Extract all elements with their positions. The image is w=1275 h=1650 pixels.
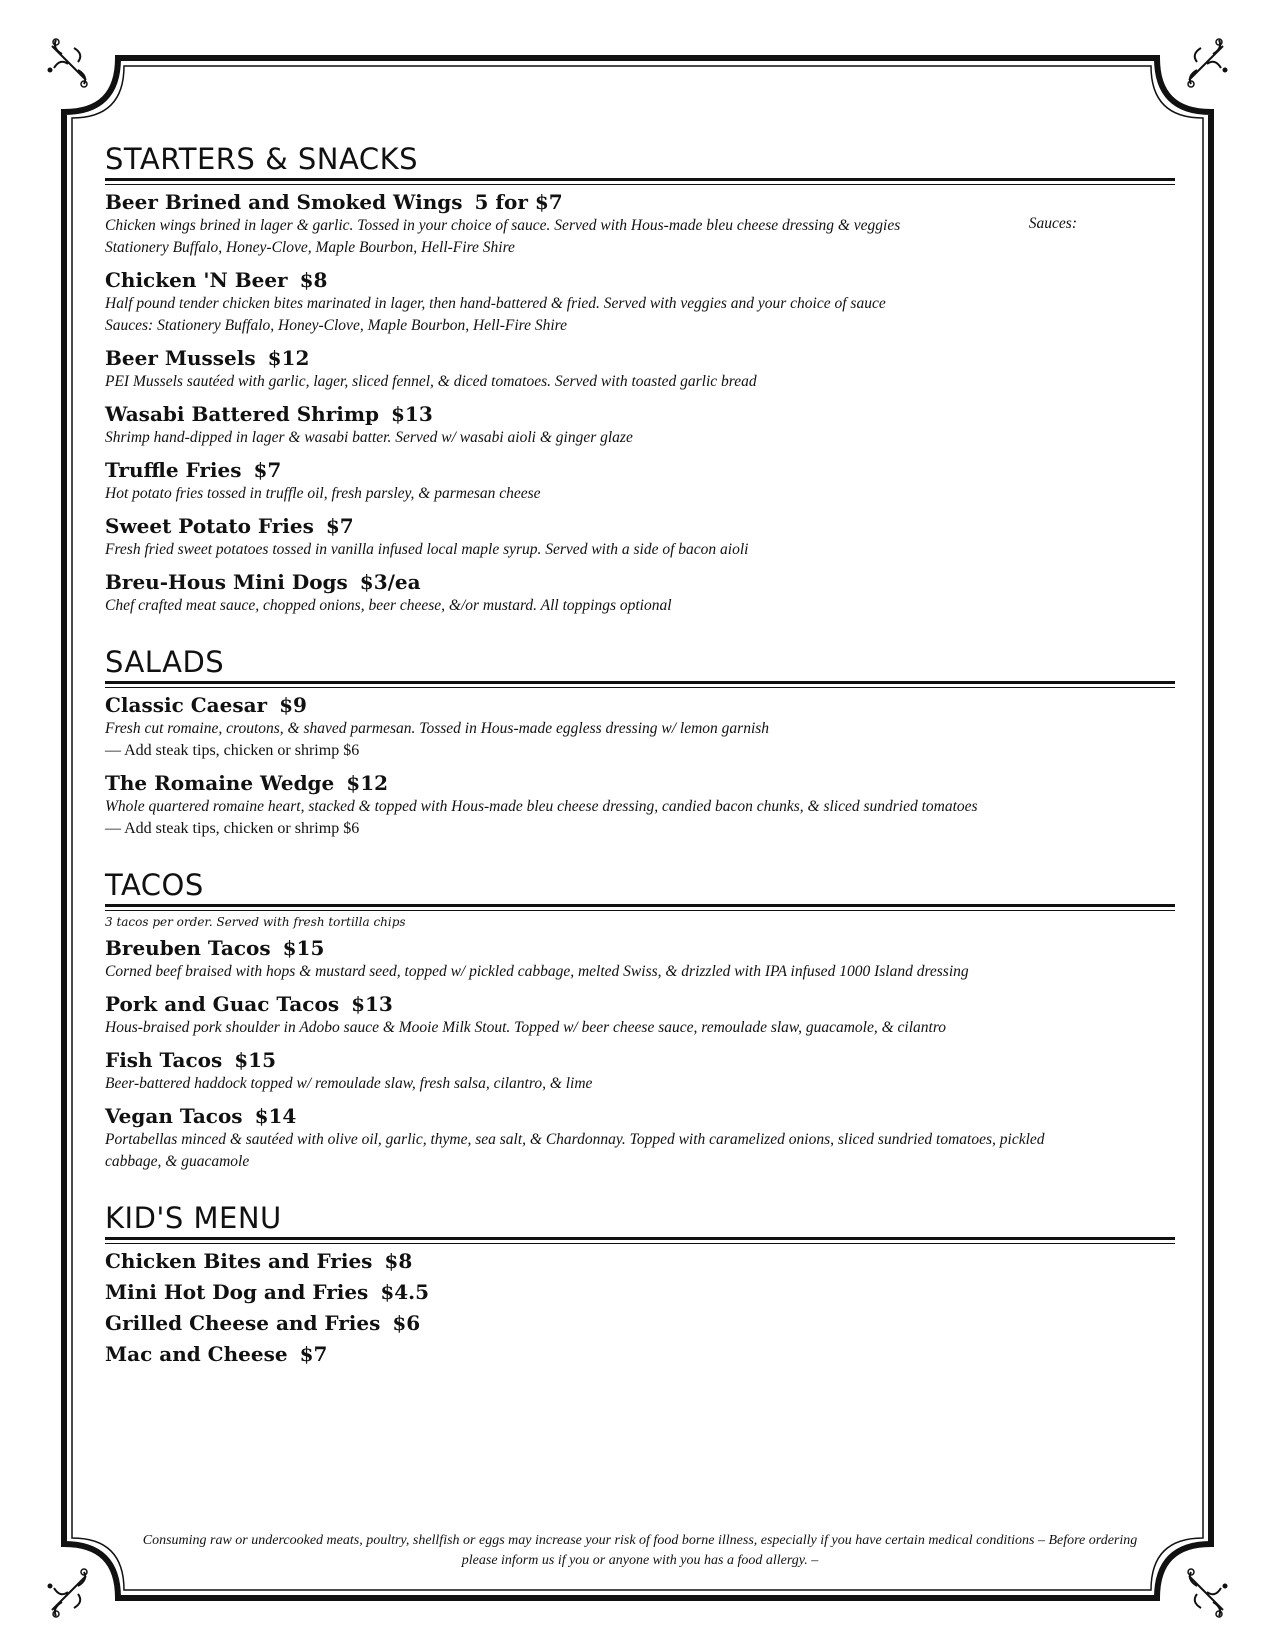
menu-content bbox=[105, 140, 1175, 1393]
menu-item bbox=[105, 345, 1175, 393]
item-description: Half pound tender chicken bites marinated in lager, then hand-battered & fried. Served with veggies and your choice of sauce bbox=[105, 295, 886, 312]
menu-item bbox=[105, 1103, 1175, 1173]
item-name: Mac and Cheese bbox=[105, 1342, 288, 1366]
item-price: $15 bbox=[234, 1048, 277, 1072]
item-description: Beer-battered haddock topped w/ remoulade slaw, fresh salsa, cilantro, & lime bbox=[105, 1075, 593, 1092]
item-price: $12 bbox=[267, 346, 310, 370]
section-title: STARTERS & SNACKS bbox=[105, 142, 418, 176]
item-name: The Romaine Wedge bbox=[105, 771, 335, 795]
section-salads bbox=[105, 643, 1175, 840]
menu-item bbox=[105, 692, 1175, 762]
menu-item bbox=[105, 189, 1175, 259]
item-price: $7 bbox=[325, 514, 354, 538]
menu-item bbox=[105, 1341, 1175, 1367]
item-price: $8 bbox=[384, 1249, 413, 1273]
menu-item bbox=[105, 401, 1175, 449]
item-name: Grilled Cheese and Fries bbox=[105, 1311, 381, 1335]
item-name: Truffle Fries bbox=[105, 458, 242, 482]
section-title: SALADS bbox=[105, 645, 225, 679]
menu-item bbox=[105, 1248, 1175, 1274]
section-divider bbox=[105, 681, 1175, 688]
item-price: $3/ea bbox=[359, 570, 421, 594]
section-tacos bbox=[105, 866, 1175, 1173]
item-sauces: Sauces: Stationery Buffalo, Honey-Clove, Maple Bourbon, Hell-Fire Shire bbox=[105, 317, 568, 334]
section-divider bbox=[105, 1237, 1175, 1244]
item-name: Classic Caesar bbox=[105, 693, 268, 717]
menu-item bbox=[105, 457, 1175, 505]
section-note: 3 tacos per order. Served with fresh tortilla chips bbox=[105, 915, 406, 929]
item-name: Breuben Tacos bbox=[105, 936, 271, 960]
item-name: Beer Mussels bbox=[105, 346, 256, 370]
item-name: Fish Tacos bbox=[105, 1048, 223, 1072]
disclaimer-line: Consuming raw or undercooked meats, poultry, shellfish or eggs may increase your risk of food borne illness, especially if you have certain medical conditions – Before ordering bbox=[142, 1533, 1138, 1548]
floral-flourish-icon bbox=[48, 39, 88, 87]
menu-item bbox=[105, 935, 1175, 983]
item-description: Fresh fried sweet potatoes tossed in vanilla infused local maple syrup. Served with a side of bacon aioli bbox=[105, 541, 749, 558]
floral-flourish-icon bbox=[1188, 1569, 1228, 1617]
item-description: Hot potato fries tossed in truffle oil, fresh parsley, & parmesan cheese bbox=[105, 485, 541, 502]
item-name: Pork and Guac Tacos bbox=[105, 992, 340, 1016]
section-kids-menu bbox=[105, 1199, 1175, 1367]
item-addon: — Add steak tips, chicken or shrimp $6 bbox=[105, 820, 360, 837]
disclaimer-line: please inform us if you or anyone with you has a food allergy. – bbox=[461, 1553, 819, 1568]
item-description: Shrimp hand-dipped in lager & wasabi batter. Served w/ wasabi aioli & ginger glaze bbox=[105, 429, 633, 446]
section-starters bbox=[105, 140, 1175, 617]
item-price: $8 bbox=[299, 268, 328, 292]
item-price: $7 bbox=[299, 1342, 328, 1366]
item-sauces: Stationery Buffalo, Honey-Clove, Maple Bourbon, Hell-Fire Shire bbox=[105, 239, 515, 256]
item-name: Beer Brined and Smoked Wings bbox=[105, 190, 463, 214]
item-description-continued: cabbage, & guacamole bbox=[105, 1153, 250, 1170]
item-price: $15 bbox=[282, 936, 325, 960]
allergy-disclaimer bbox=[130, 1531, 1150, 1571]
item-description: Hous-braised pork shoulder in Adobo sauce & Mooie Milk Stout. Topped w/ beer cheese sauce, remoulade slaw, guacamole, & cilantro bbox=[105, 1019, 947, 1036]
item-name: Vegan Tacos bbox=[105, 1104, 243, 1128]
item-description: Fresh cut romaine, croutons, & shaved parmesan. Tossed in Hous-made eggless dressing w/ lemon garnish bbox=[105, 720, 770, 737]
menu-item bbox=[105, 770, 1175, 840]
item-price: $6 bbox=[392, 1311, 421, 1335]
menu-item bbox=[105, 267, 1175, 337]
menu-item bbox=[105, 1047, 1175, 1095]
section-divider bbox=[105, 178, 1175, 185]
section-divider bbox=[105, 904, 1175, 911]
item-price: $9 bbox=[279, 693, 307, 717]
item-name: Chicken 'N Beer bbox=[105, 268, 288, 292]
item-description: Corned beef braised with hops & mustard seed, topped w/ pickled cabbage, melted Swiss, & drizzled with IPA infused 1000 Island dressing bbox=[105, 963, 969, 980]
sauces-label: Sauces: bbox=[1028, 215, 1077, 232]
item-name: Wasabi Battered Shrimp bbox=[105, 402, 379, 426]
menu-item bbox=[105, 991, 1175, 1039]
item-price: $7 bbox=[253, 458, 282, 482]
floral-flourish-icon bbox=[1188, 39, 1228, 87]
item-description: Portabellas minced & sautéed with olive oil, garlic, thyme, sea salt, & Chardonnay. Topped with caramelized onions, sliced sundried tomatoes, pickled bbox=[105, 1131, 1045, 1148]
menu-item bbox=[105, 1310, 1175, 1336]
item-name: Breu-Hous Mini Dogs bbox=[105, 570, 348, 594]
menu-item bbox=[105, 513, 1175, 561]
section-title: TACOS bbox=[105, 868, 204, 902]
section-title: KID'S MENU bbox=[105, 1201, 282, 1235]
item-price: $12 bbox=[346, 771, 389, 795]
item-price: $4.5 bbox=[380, 1280, 430, 1304]
item-description: Chicken wings brined in lager & garlic. Tossed in your choice of sauce. Served with Hous-made bleu cheese dressing & veggies bbox=[105, 217, 901, 234]
menu-item bbox=[105, 569, 1175, 617]
item-name: Sweet Potato Fries bbox=[105, 514, 314, 538]
item-price: $13 bbox=[351, 992, 393, 1016]
item-description: PEI Mussels sautéed with garlic, lager, sliced fennel, & diced tomatoes. Served with toasted garlic bread bbox=[105, 373, 757, 390]
item-name: Mini Hot Dog and Fries bbox=[105, 1280, 369, 1304]
item-price: $14 bbox=[254, 1104, 297, 1128]
item-description: Chef crafted meat sauce, chopped onions, beer cheese, &/or mustard. All toppings optional bbox=[105, 597, 672, 614]
floral-flourish-icon bbox=[48, 1569, 88, 1617]
item-price: 5 for $7 bbox=[474, 190, 563, 214]
menu-item bbox=[105, 1279, 1175, 1305]
item-description: Whole quartered romaine heart, stacked & topped with Hous-made bleu cheese dressing, candied bacon chunks, & sliced sundried tomatoes bbox=[105, 798, 978, 815]
item-price: $13 bbox=[390, 402, 433, 426]
item-name: Chicken Bites and Fries bbox=[105, 1249, 373, 1273]
item-addon: — Add steak tips, chicken or shrimp $6 bbox=[105, 742, 360, 759]
